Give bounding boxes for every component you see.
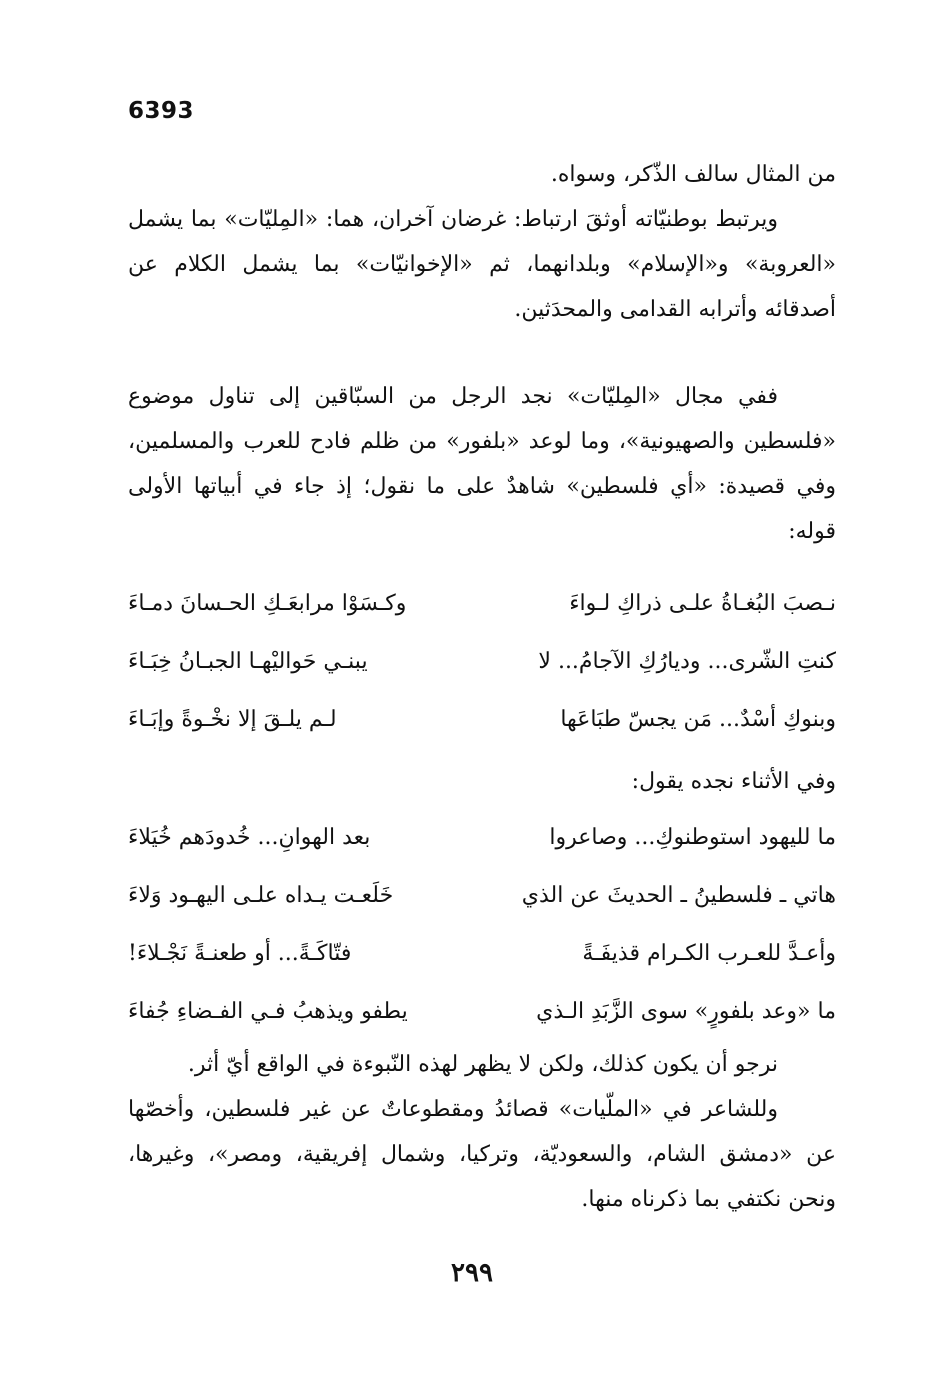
paragraph-themes: ويرتبط بوطنيّاته أوثقَ ارتباط: غرضان آخران، هما: «المِليّات» بما يشمل «العروبة» و«الإسلام» وبلدانهما، ثم «الإخوانيّات» بما يشمل الكلام عن أصدقائه وأترابه القدامى والمحدَثين. xyxy=(128,207,836,322)
opening-paragraphs xyxy=(128,152,836,332)
closing-paragraphs xyxy=(128,1042,836,1222)
verse-line xyxy=(128,582,836,640)
verse-first-hemistich: وبنوكِ أسْدٌ... مَن يجسّ طبَاعَها xyxy=(560,707,836,732)
file-number: 6393 xyxy=(128,98,195,124)
verse-second-hemistich: لـم يلـقَ إلا نخْـوةً وإبَـاءَ xyxy=(128,707,337,732)
verse-line xyxy=(128,990,836,1048)
milliyyat-paragraph-block xyxy=(128,374,836,554)
verse-first-hemistich: نـصبَ البُغـاةُ علـى ذراكِ لـواءَ xyxy=(569,591,836,616)
verse-second-hemistich: يبنـي حَواليْهـا الجبـانُ خِبَـاءَ xyxy=(128,649,368,674)
verse-second-hemistich: خَلَعـت يـداه علـى اليهـود وَلاءَ xyxy=(128,883,394,908)
verse-line xyxy=(128,932,836,990)
verse-second-hemistich: يطفو ويذهبُ فـي الفـضاءِ جُفاءَ xyxy=(128,999,408,1024)
verse-line xyxy=(128,874,836,932)
paragraph-palestine: ففي مجال «المِليّات» نجد الرجل من السبّاقين إلى تناول موضوع «فلسطين والصهيونية»، وما لوعد «بلفور» من ظلم فادح للعرب والمسلمين، وفي قصيدة: «أي فلسطين» شاهدٌ على ما نقول؛ إذ جاء في أبياتها الأولى قوله: xyxy=(128,384,836,544)
verse-second-hemistich: بعد الهوانِ... خُدودَهم خُيَلاءَ xyxy=(128,825,371,850)
verse-line xyxy=(128,698,836,756)
page-number: ٢٩٩ xyxy=(451,1258,493,1288)
verse-first-hemistich: ما لليهود استوطنوكِ... وصاعروا xyxy=(549,825,836,850)
verse-second-hemistich: فتّاكَـةً... أو طعنـةً نَجْـلاءَ! xyxy=(128,941,352,966)
verse-first-hemistich: هاتي ـ فلسطينُ ـ الحديثَ عن الذي xyxy=(521,883,836,908)
verse-first-hemistich: كنتِ الشّرى... وديارُكِ الآجامُ... لا xyxy=(538,649,836,674)
verse-first-hemistich: وأعـدَّ للعـرب الكـرام قذيفَـةً xyxy=(582,941,836,966)
verse-first-hemistich: ما «وعد بلفورٍ» سوى الزَّبَدِ الـذي xyxy=(536,999,836,1024)
poem-excerpt-1 xyxy=(128,582,836,756)
paragraph-prophecy: نرجو أن يكون كذلك، ولكن لا يظهر لهذه النّبوءة في الواقع أيّ أثر. xyxy=(187,1052,778,1077)
poem-excerpt-2 xyxy=(128,816,836,1048)
verse-intro-line: وفي الأثناء نجده يقول: xyxy=(631,769,836,794)
paragraph-continuation: من المثال سالف الذّكر، وسواه. xyxy=(550,162,836,187)
verse-second-hemistich: وكـسَوْا مرابعَـكِ الحـسانَ دمـاءَ xyxy=(128,591,407,616)
paragraph-other-milliyyat: وللشاعر في «الملّيات» قصائدُ ومقطوعاتٌ عن غير فلسطين، وأخصّها عن «دمشق الشام، والسعوديّة، وتركيا، وشمال إفريقية، ومصر»، وغيرها، ونحن نكتفي بما ذكرناه منها. xyxy=(128,1097,836,1212)
verse-line xyxy=(128,816,836,874)
verse-line xyxy=(128,640,836,698)
